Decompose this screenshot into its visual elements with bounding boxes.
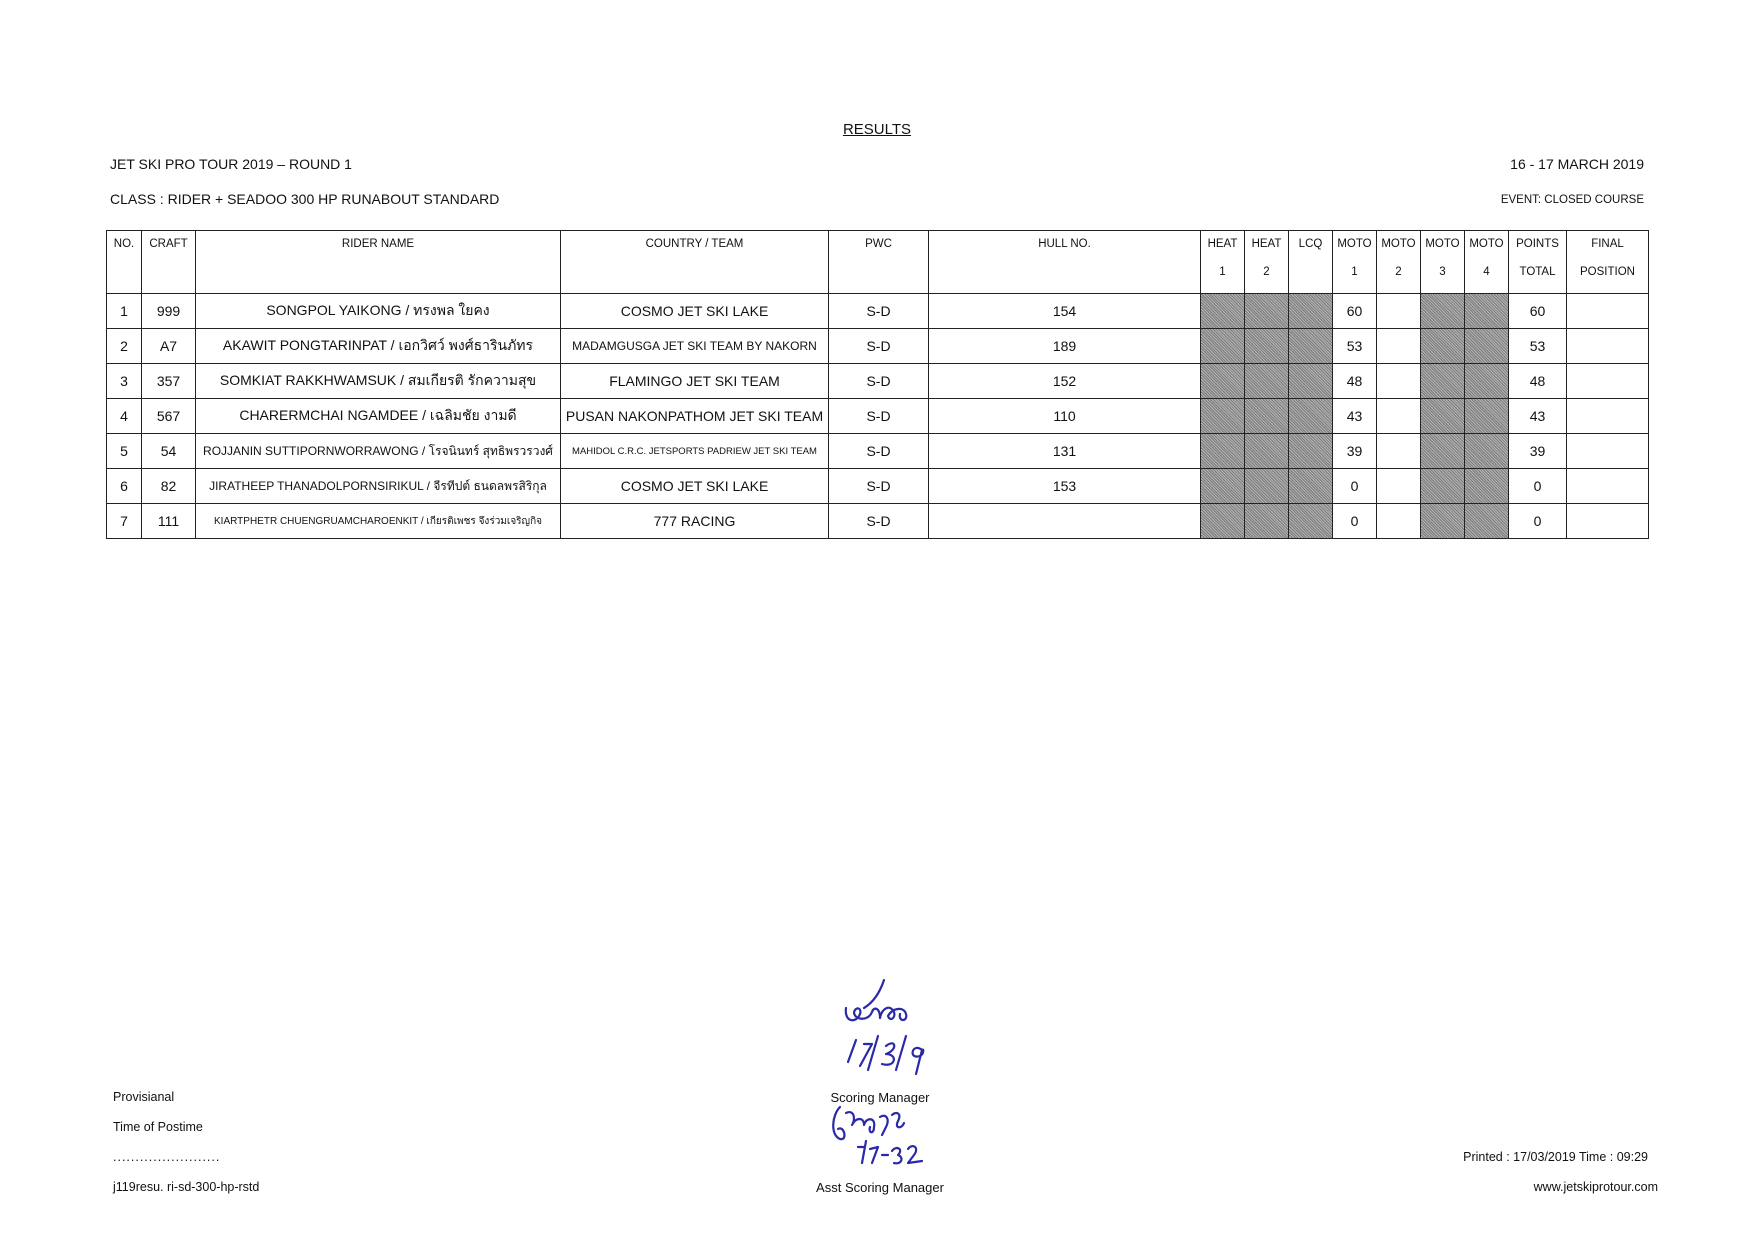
cell-pwc: S-D	[829, 504, 929, 539]
time-of-postime-label: Time of Postime	[113, 1120, 203, 1134]
cell-final-position	[1567, 329, 1649, 364]
cell-heat-2-shaded	[1245, 434, 1289, 469]
header-country-team: COUNTRY / TEAM	[561, 231, 829, 294]
cell-heat-1-shaded	[1201, 364, 1245, 399]
event-type: EVENT: CLOSED COURSE	[1500, 194, 1644, 206]
cell-heat-1-shaded	[1201, 434, 1245, 469]
results-table	[106, 230, 1649, 539]
cell-no: 7	[107, 504, 142, 539]
header-moto-3: MOTO 3	[1421, 231, 1465, 294]
header-final-position: FINAL POSITION	[1567, 231, 1649, 294]
cell-moto-2	[1377, 364, 1421, 399]
cell-rider-name: AKAWIT PONGTARINPAT / เอกวิศว์ พงศ์ธารินภัทร	[196, 329, 561, 364]
cell-heat-2-shaded	[1245, 329, 1289, 364]
cell-final-position	[1567, 294, 1649, 329]
cell-moto-4-shaded	[1465, 504, 1509, 539]
table-row	[107, 469, 1649, 504]
header-lcq: LCQ	[1289, 231, 1333, 294]
cell-lcq-shaded	[1289, 399, 1333, 434]
cell-final-position	[1567, 434, 1649, 469]
asst-scoring-manager-signature	[830, 1105, 926, 1167]
cell-heat-2-shaded	[1245, 399, 1289, 434]
cell-rider-name: SONGPOL YAIKONG / ทรงพล ใยคง	[196, 294, 561, 329]
file-code: j119resu. ri-sd-300-hp-rstd	[113, 1180, 260, 1194]
header-heat-2: HEAT 2	[1245, 231, 1289, 294]
cell-lcq-shaded	[1289, 504, 1333, 539]
cell-moto-4-shaded	[1465, 294, 1509, 329]
page-title: RESULTS	[842, 121, 912, 138]
cell-heat-2-shaded	[1245, 294, 1289, 329]
header-heat-1: HEAT 1	[1201, 231, 1245, 294]
cell-rider-name: JIRATHEEP THANADOLPORNSIRIKUL / จีรทีปต์ ธนดลพรสิริกุล	[196, 469, 561, 504]
event-name: JET SKI PRO TOUR 2019 – ROUND 1	[110, 156, 352, 172]
event-dates: 16 - 17 MARCH 2019	[1510, 156, 1644, 172]
cell-craft: 357	[142, 364, 196, 399]
header-moto-4: MOTO 4	[1465, 231, 1509, 294]
cell-moto-3-shaded	[1421, 329, 1465, 364]
header-no: NO.	[107, 231, 142, 294]
cell-heat-2-shaded	[1245, 364, 1289, 399]
cell-moto-2	[1377, 504, 1421, 539]
table-row	[107, 329, 1649, 364]
cell-points-total: 39	[1509, 434, 1567, 469]
cell-pwc: S-D	[829, 434, 929, 469]
cell-points-total: 0	[1509, 504, 1567, 539]
cell-moto-1: 60	[1333, 294, 1377, 329]
cell-pwc: S-D	[829, 399, 929, 434]
cell-craft: A7	[142, 329, 196, 364]
cell-moto-4-shaded	[1465, 434, 1509, 469]
cell-heat-1-shaded	[1201, 329, 1245, 364]
cell-moto-3-shaded	[1421, 294, 1465, 329]
cell-heat-1-shaded	[1201, 294, 1245, 329]
cell-lcq-shaded	[1289, 364, 1333, 399]
cell-points-total: 48	[1509, 364, 1567, 399]
table-row	[107, 294, 1649, 329]
cell-craft: 567	[142, 399, 196, 434]
cell-heat-1-shaded	[1201, 504, 1245, 539]
cell-country-team: PUSAN NAKONPATHOM JET SKI TEAM	[561, 399, 829, 434]
header-pwc: PWC	[829, 231, 929, 294]
asst-scoring-manager-label: Asst Scoring Manager	[816, 1180, 944, 1195]
cell-final-position	[1567, 469, 1649, 504]
cell-moto-1: 53	[1333, 329, 1377, 364]
scoring-manager-label: Scoring Manager	[830, 1090, 930, 1105]
cell-pwc: S-D	[829, 294, 929, 329]
cell-craft: 999	[142, 294, 196, 329]
cell-points-total: 43	[1509, 399, 1567, 434]
cell-country-team: COSMO JET SKI LAKE	[561, 294, 829, 329]
cell-moto-4-shaded	[1465, 364, 1509, 399]
header-moto-2: MOTO 2	[1377, 231, 1421, 294]
table-row	[107, 504, 1649, 539]
cell-moto-3-shaded	[1421, 504, 1465, 539]
cell-rider-name: ROJJANIN SUTTIPORNWORRAWONG / โรจนินทร์ สุทธิพรวรวงศ์	[196, 434, 561, 469]
cell-moto-3-shaded	[1421, 399, 1465, 434]
cell-country-team: MAHIDOL C.R.C. JETSPORTS PADRIEW JET SKI TEAM	[561, 434, 829, 469]
cell-craft: 111	[142, 504, 196, 539]
cell-moto-1: 48	[1333, 364, 1377, 399]
printed-timestamp: Printed : 17/03/2019 Time : 09:29	[1463, 1150, 1648, 1164]
cell-moto-2	[1377, 469, 1421, 504]
cell-country-team: FLAMINGO JET SKI TEAM	[561, 364, 829, 399]
cell-moto-4-shaded	[1465, 469, 1509, 504]
header-hull-no: HULL NO.	[929, 231, 1201, 294]
cell-moto-2	[1377, 434, 1421, 469]
cell-rider-name: SOMKIAT RAKKHWAMSUK / สมเกียรติ รักความสุข	[196, 364, 561, 399]
cell-final-position	[1567, 504, 1649, 539]
cell-rider-name: CHARERMCHAI NGAMDEE / เฉลิมชัย งามดี	[196, 399, 561, 434]
header-points-total: POINTS TOTAL	[1509, 231, 1567, 294]
cell-moto-2	[1377, 329, 1421, 364]
cell-hull-no: 110	[929, 399, 1201, 434]
cell-no: 3	[107, 364, 142, 399]
cell-craft: 54	[142, 434, 196, 469]
cell-pwc: S-D	[829, 364, 929, 399]
cell-moto-1: 43	[1333, 399, 1377, 434]
cell-craft: 82	[142, 469, 196, 504]
cell-heat-1-shaded	[1201, 399, 1245, 434]
cell-heat-1-shaded	[1201, 469, 1245, 504]
cell-points-total: 60	[1509, 294, 1567, 329]
cell-moto-1: 39	[1333, 434, 1377, 469]
cell-final-position	[1567, 364, 1649, 399]
cell-hull-no: 131	[929, 434, 1201, 469]
cell-hull-no: 154	[929, 294, 1201, 329]
table-header-row	[107, 231, 1649, 294]
cell-heat-2-shaded	[1245, 469, 1289, 504]
cell-no: 2	[107, 329, 142, 364]
cell-moto-1: 0	[1333, 504, 1377, 539]
cell-no: 5	[107, 434, 142, 469]
cell-lcq-shaded	[1289, 329, 1333, 364]
provisional-label: Provisianal	[113, 1090, 175, 1104]
cell-moto-3-shaded	[1421, 434, 1465, 469]
header-craft: CRAFT	[142, 231, 196, 294]
cell-no: 6	[107, 469, 142, 504]
table-row	[107, 364, 1649, 399]
cell-country-team: COSMO JET SKI LAKE	[561, 469, 829, 504]
cell-country-team: 777 RACING	[561, 504, 829, 539]
website-link[interactable]: www.jetskiprotour.com	[1533, 1180, 1658, 1194]
cell-moto-1: 0	[1333, 469, 1377, 504]
table-row	[107, 399, 1649, 434]
cell-no: 1	[107, 294, 142, 329]
cell-moto-3-shaded	[1421, 364, 1465, 399]
cell-lcq-shaded	[1289, 294, 1333, 329]
time-blank-dots: ........................	[113, 1150, 221, 1164]
cell-hull-no: 189	[929, 329, 1201, 364]
cell-points-total: 53	[1509, 329, 1567, 364]
class-line: CLASS : RIDER + SEADOO 300 HP RUNABOUT STANDARD	[110, 191, 500, 207]
header-moto-1: MOTO 1	[1333, 231, 1377, 294]
cell-country-team: MADAMGUSGA JET SKI TEAM BY NAKORN	[561, 329, 829, 364]
cell-moto-2	[1377, 294, 1421, 329]
header-rider-name: RIDER NAME	[196, 231, 561, 294]
cell-points-total: 0	[1509, 469, 1567, 504]
scoring-manager-signature	[834, 978, 934, 1076]
cell-moto-3-shaded	[1421, 469, 1465, 504]
cell-lcq-shaded	[1289, 434, 1333, 469]
cell-hull-no: 152	[929, 364, 1201, 399]
cell-moto-4-shaded	[1465, 329, 1509, 364]
cell-final-position	[1567, 399, 1649, 434]
cell-moto-4-shaded	[1465, 399, 1509, 434]
cell-pwc: S-D	[829, 469, 929, 504]
cell-rider-name: KIARTPHETR CHUENGRUAMCHAROENKIT / เกียรติเพชร จึงร่วมเจริญกิจ	[196, 504, 561, 539]
cell-heat-2-shaded	[1245, 504, 1289, 539]
cell-hull-no: 153	[929, 469, 1201, 504]
cell-no: 4	[107, 399, 142, 434]
cell-lcq-shaded	[1289, 469, 1333, 504]
cell-hull-no	[929, 504, 1201, 539]
cell-pwc: S-D	[829, 329, 929, 364]
cell-moto-2	[1377, 399, 1421, 434]
table-row	[107, 434, 1649, 469]
